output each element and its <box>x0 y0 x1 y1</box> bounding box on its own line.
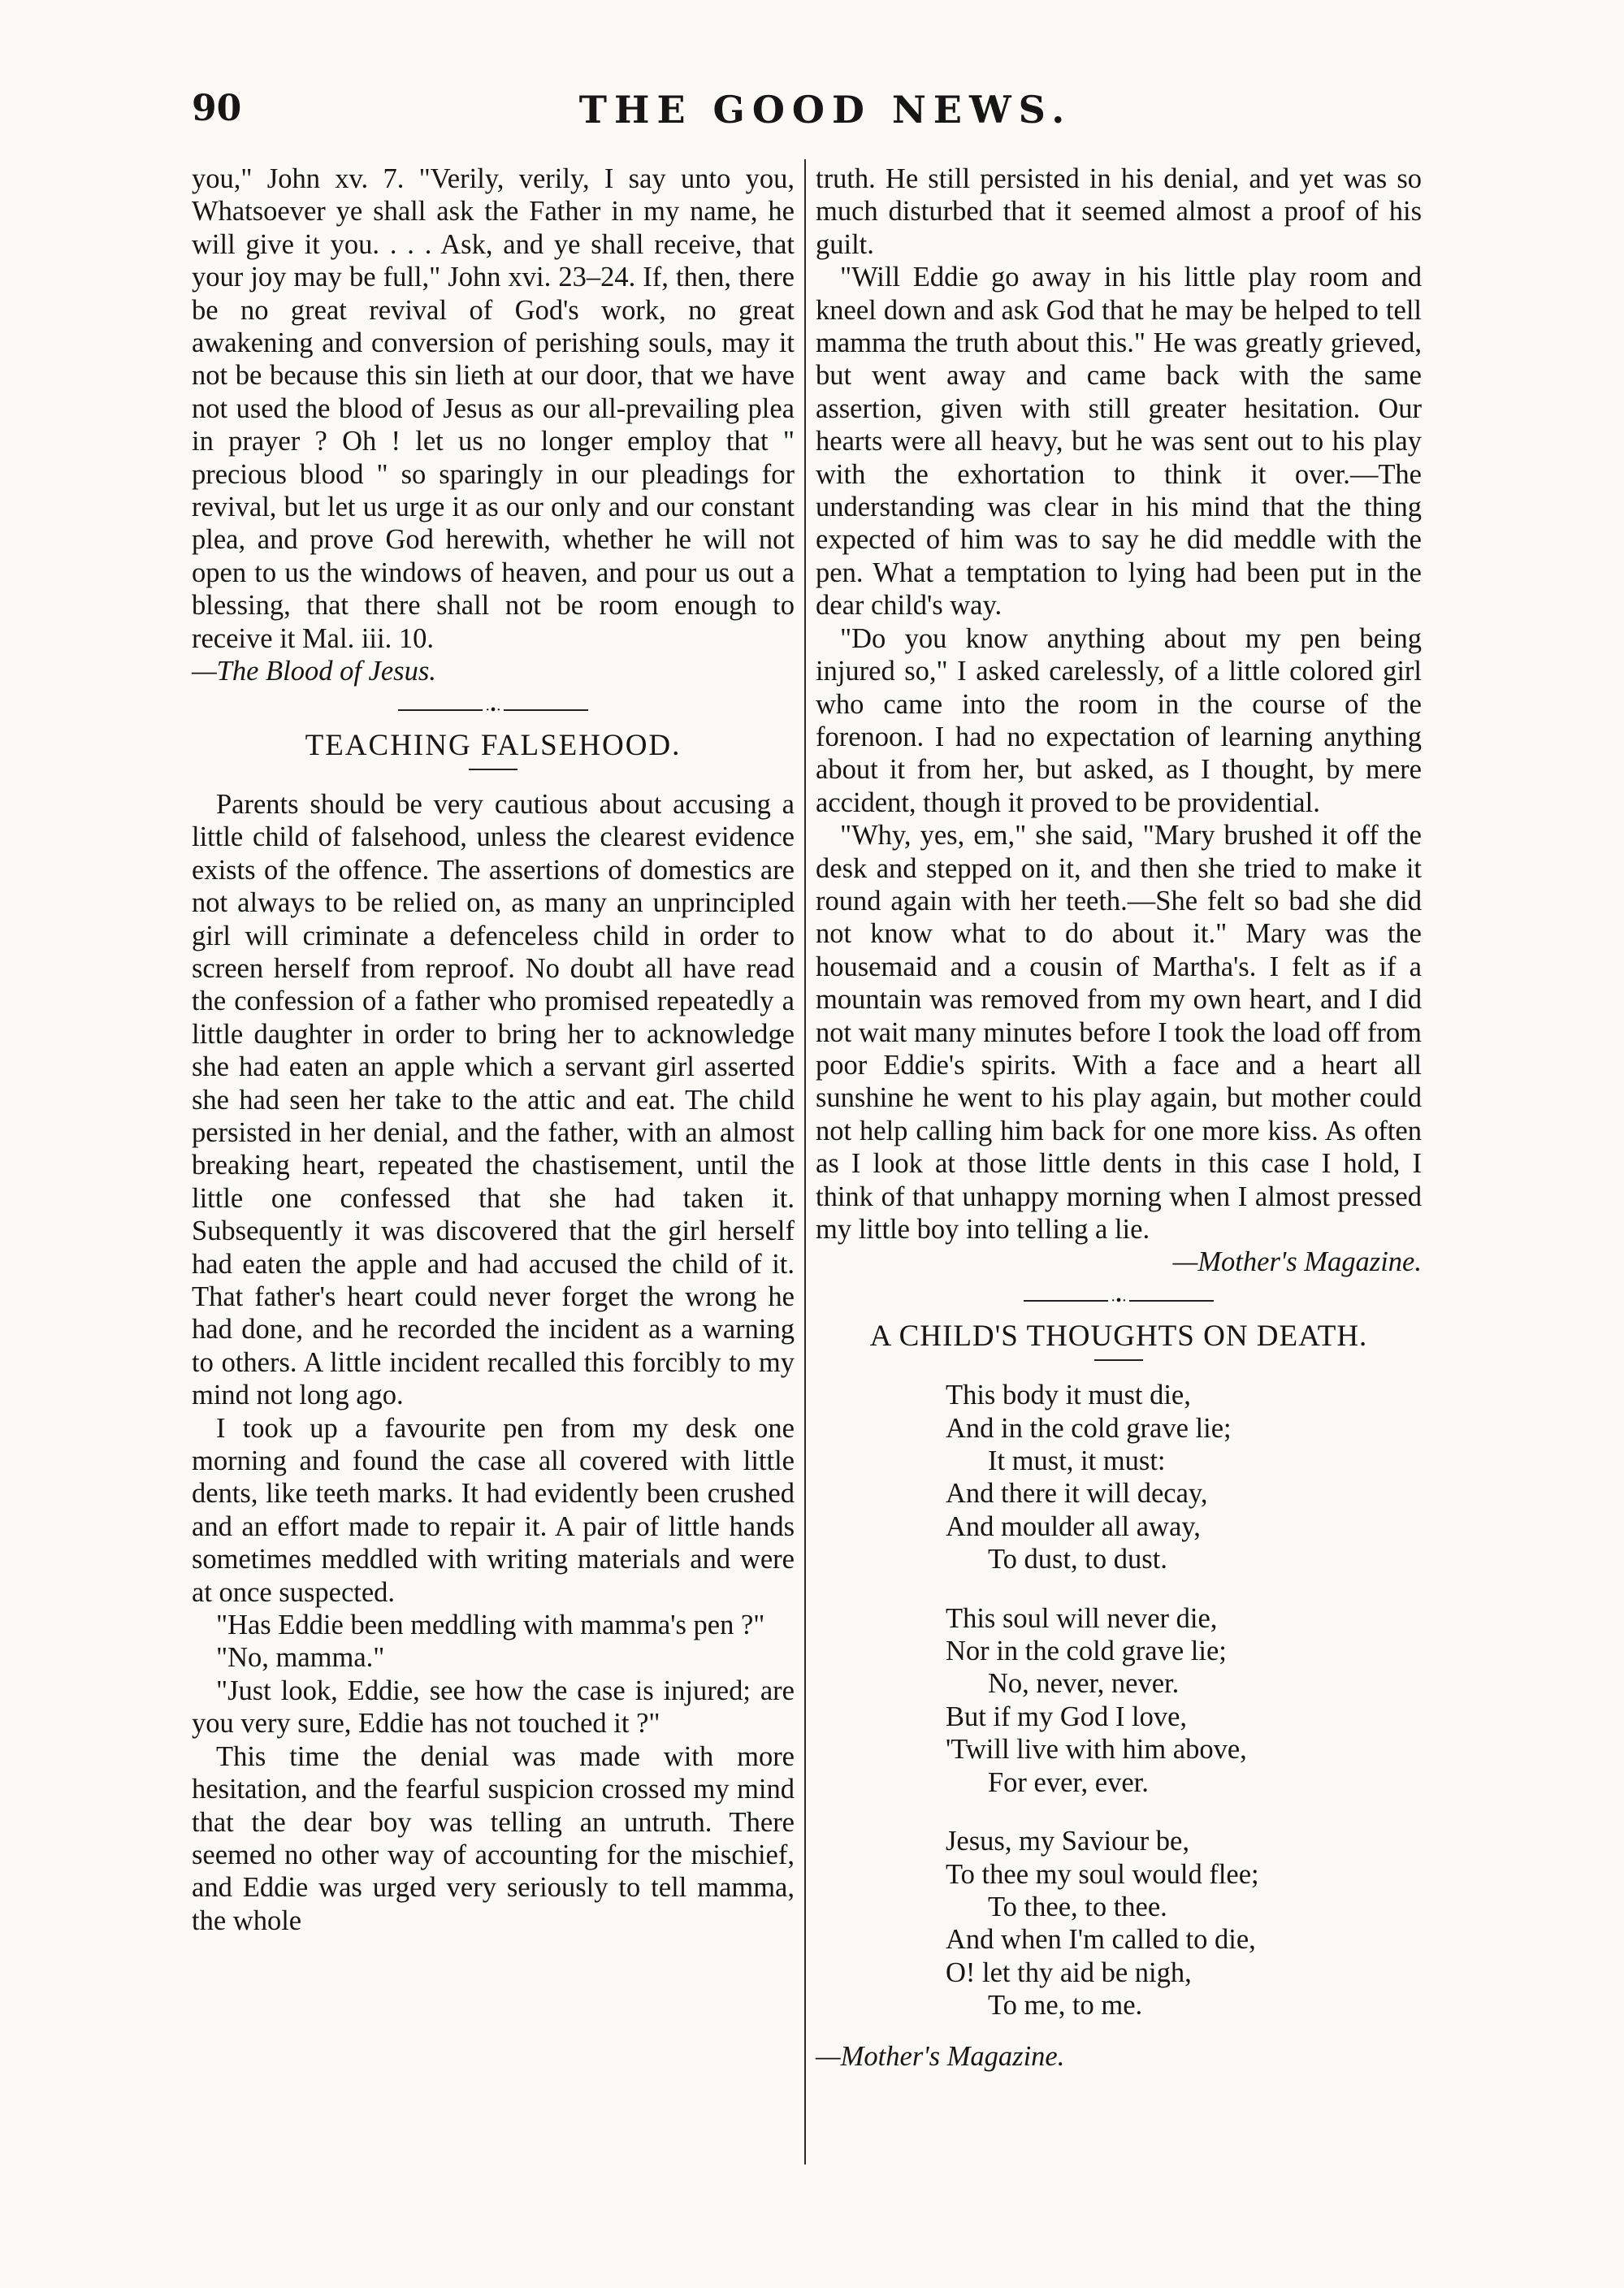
article-paragraph: "Just look, Eddie, see how the case is injured; are you very sure, Eddie has not touched it ?" <box>192 1675 795 1740</box>
poem-line: And moulder all away, <box>946 1510 1201 1542</box>
poem-stanza <box>946 1379 1422 1575</box>
article-heading: TEACHING FALSEHOOD. <box>305 728 682 762</box>
poem-heading: A CHILD'S THOUGHTS ON DEATH. <box>869 1320 1368 1354</box>
section-divider: ·•· <box>816 1292 1422 1309</box>
poem-line: Jesus, my Saviour be, <box>946 1826 1189 1857</box>
article-paragraph: Parents should be very cautious about accusing a little child of falsehood, unless the clearest evidence exists of the offence. The assertions of domestics are not always to be relied on, as many an unprincipled girl will criminate a defenceless child in order to screen herself from reproof. No doubt all have read the confession of a father who promised repeatedly a little daughter in order to bring her to acknowledge she had eaten an apple which a servant girl asserted she had seen her take to the attic and eat. The child persisted in her denial, and the father, with an almost breaking heart, repeated the chastisement, until the little one confessed that she had taken it. Subsequently it was discovered that the girl herself had eaten the apple and had accused the child of it. That father's heart could never forget the wrong he had done, and he recorded the incident as a warning to others. A little incident recalled this forcibly to my mind not long ago. <box>192 788 795 1411</box>
poem-line: Nor in the cold grave lie; <box>946 1636 1227 1667</box>
poem-line: But if my God I love, <box>946 1701 1188 1732</box>
article-paragraph: I took up a favourite pen from my desk one morning and found the case all covered with little dents, like teeth marks. It had evidently been crushed and an effort made to repair it. A pair of little hands sometimes meddled with writing materials and were at once suspected. <box>192 1412 795 1608</box>
poem-source: —Mother's Magazine. <box>816 2040 1065 2072</box>
poem-line: O! let thy aid be nigh, <box>946 1956 1192 1988</box>
article-paragraph: "Why, yes, em," she said, "Mary brushed it off the desk and stepped on it, and then she tried to make it round again with her teeth.—She felt so bad she did not know what to do about it." Mary was the housemaid and a cousin of Martha's. I felt as if a mountain was removed from my own heart, and I did not wait many minutes before I took the load off from poor Eddie's spirits. With a face and a heart all sunshine he went to his play again, but mother could not help calling him back for one more kiss. As often as I look at those little dents in this case I hold, I think of that unhappy morning when I almost pressed my little boy into telling a lie. <box>816 820 1422 1245</box>
article-source: —Mother's Magazine. <box>1172 1246 1422 1278</box>
article-paragraph: This time the denial was made with more hesitation, and the fearful suspicion crossed my mind that the dear boy was telling an untruth. There seemed no other way of accounting for the mischief, and Eddie was urged very seriously to tell mamma, the whole <box>192 1740 795 1936</box>
article-paragraph: truth. He still persisted in his denial, and yet was so much disturbed that it seemed almost a proof of his guilt. <box>816 163 1422 260</box>
poem <box>946 1379 1422 2022</box>
left-column <box>192 162 795 1937</box>
article-paragraph: "Has Eddie been meddling with mamma's pen ?" <box>216 1610 765 1641</box>
right-column <box>816 162 1422 2073</box>
article-paragraph: "Will Eddie go away in his little play room and kneel down and ask God that he may be helped to tell mamma the truth about this." He was greatly grieved, but went away and came back with the same assertion, given with still greater hesitation. Our hearts were all heavy, but he was sent out to his play with the exhortation to think it over.—The understanding was clear in his mind that the thing expected of him was to say he did meddle with the pen. What a temptation to lying had been put in the dear child's way. <box>816 262 1422 622</box>
poem-line: 'Twill live with him above, <box>946 1734 1247 1766</box>
article-paragraph: "No, mamma." <box>216 1642 385 1674</box>
poem-line: And in the cold grave lie; <box>946 1412 1232 1444</box>
poem-line: This soul will never die, <box>946 1602 1218 1634</box>
poem-stanza <box>946 1825 1422 2022</box>
column-divider <box>804 159 806 2164</box>
poem-line: To thee, to thee. <box>988 1891 1167 1922</box>
heading-rule <box>1094 1359 1143 1361</box>
heading-rule <box>469 769 518 770</box>
intro-source: —The Blood of Jesus. <box>192 656 436 687</box>
poem-line: No, never, never. <box>988 1668 1180 1700</box>
poem-line: To dust, to dust. <box>988 1544 1167 1575</box>
poem-line: To me, to me. <box>988 1990 1143 2022</box>
running-head: THE GOOD NEWS. <box>578 88 1072 132</box>
poem-line: And there it will decay, <box>946 1478 1208 1510</box>
poem-line: It must, it must: <box>988 1445 1166 1477</box>
poem-line: This body it must die, <box>946 1380 1191 1411</box>
intro-paragraph: you," John xv. 7. "Verily, verily, I say unto you, Whatsoever ye shall ask the Father in my name, he will give it you. . . . Ask, and ye shall receive, that your joy may be full," John xvi. 23–24. If, then, there be no great revival of God's work, no great awakening and conversion of perishing souls, may it not be because this sin lieth at our door, that we have not used the blood of Jesus as our all-prevailing plea in prayer ? Oh ! let us no longer employ that " precious blood " so sparingly in our pleadings for revival, but let us urge it as our only and our constant plea, and prove God herewith, whether he will not open to us the windows of heaven, and pour us out a blessing, that there shall not be room enough to receive it Mal. iii. 10. <box>192 163 795 654</box>
page-number: 90 <box>192 88 242 129</box>
poem-stanza <box>946 1602 1422 1799</box>
section-divider: ·•· <box>192 701 795 718</box>
page-header <box>192 88 1459 136</box>
poem-line: For ever, ever. <box>988 1766 1149 1798</box>
poem-line: To thee my soul would flee; <box>946 1858 1259 1890</box>
poem-line: And when I'm called to die, <box>946 1924 1256 1956</box>
article-paragraph: "Do you know anything about my pen being injured so," I asked carelessly, of a little colored girl who came into the room in the course of the forenoon. I had no expectation of learning anything about it from her, but asked, as I thought, by mere accident, though it proved to be providential. <box>816 622 1422 818</box>
